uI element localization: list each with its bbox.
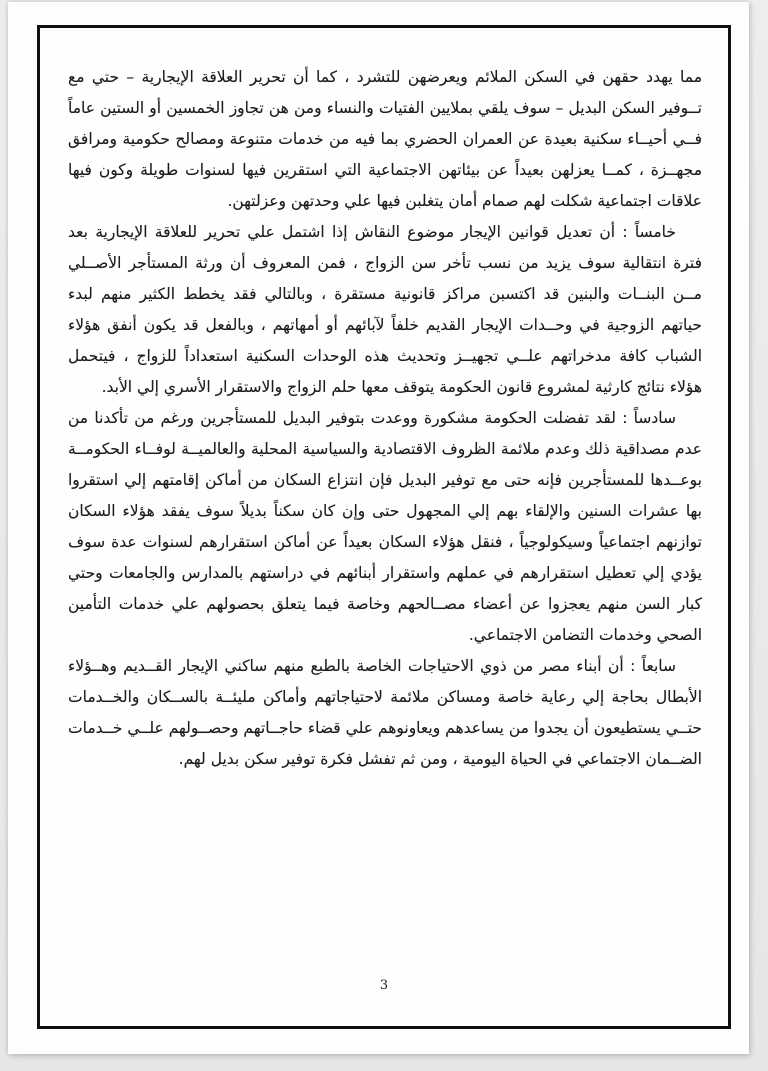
document-paragraph: خامساً : أن تعديل قوانين الإيجار موضوع النقاش إذا اشتمل علي تحرير للعلاقة الإيجارية بعد فترة انتقالية سوف يزيد من نسب تأخر سن الزواج ، فمن المعروف أن ورثة المستأجر الأصــلي مــن البنــات والبنين قد اكتسبن مراكز قانونية مستقرة ، وبالتالي فقد يخطط الكثير منهم لبدء حياتهم الزوجية في وحــدات الإيجار القديم خلفاً لآبائهم أو أمهاتهم ، وبالفعل قد يكون أنفق هؤلاء الشباب كافة مدخراتهم علــي تجهيــز وتحديث هذه الوحدات السكنية استعداداً للزواج ، فيتحمل هؤلاء نتائج كارثية لمشروع قانون الحكومة يتوقف معها حلم الزواج والاستقرار الأسري إلي الأبد. (68, 223, 702, 396)
page-number: 3 (379, 978, 389, 993)
document-paragraph: سابعاً : أن أبناء مصر من ذوي الاحتياجات الخاصة بالطبع منهم ساكني الإيجار القــديم وهــؤلاء الأبطال بحاجة إلي رعاية خاصة ومساكن ملائمة لاحتياجاتهم وأماكن مليئــة بالســكان والخــدمات حتــي يستطيعون أن يجدوا من يساعدهم ويعاونوهم علي قضاء حاجــاتهم وحصــولهم علــي خــدمات الضــمان الاجتماعي في الحياة اليومية ، ومن ثم تفشل فكرة توفير سكن بديل لهم. (68, 657, 702, 768)
document-paragraph: مما يهدد حقهن في السكن الملائم ويعرضهن للتشرد ، كما أن تحرير العلاقة الإيجارية – حتي مع تــوفير السكن البديل – سوف يلقي بملايين الفتيات والنساء ومن هن تجاوز الخمسين أو الستين عاماً فــي أحيــاء سكنية بعيدة عن العمران الحضري بما فيه من خدمات متنوعة ومصالح حكومية ومرافق مجهــزة ، كمــا يعزلهن بعيداً عن بيئاتهن الاجتماعية التي استقرين فيها لسنوات طويلة وكون فيها علاقات اجتماعية شكلت لهم صمام أمان يتغلبن فيها علي وحدتهن وعزلتهن. (68, 68, 702, 210)
document-body-text (68, 62, 702, 775)
paper-sheet (8, 2, 749, 1054)
document-paragraph: سادساً : لقد تفضلت الحكومة مشكورة ووعدت بتوفير البديل للمستأجرين ورغم من تأكدنا من عدم مصداقية ذلك وعدم ملائمة الظروف الاقتصادية والسياسية المحلية والعالميــة لوفــاء الحكومــة بوعــدها للمستأجرين فإنه حتى مع توفير البديل فإن انتزاع السكان من أماكن إقامتهم إلي استقروا بها عشرات السنين والإلقاء بهم إلي المجهول حتى وإن كان سكناً بديلاً سوف يفقد هؤلاء السكان توازنهم اجتماعياً وسيكولوجياً ، فنقل هؤلاء السكان بعيداً عن أماكن استقرارهم لسنوات عدة سوف يؤدي إلي تعطيل استقرارهم في عملهم واستقرار أبنائهم في دراستهم بالمدارس والجامعات وحتي كبار السن منهم يعجزوا عن أعضاء مصــالحهم وخاصة فيما يتعلق بحصولهم علي خدمات التأمين الصحي وخدمات التضامن الاجتماعي. (68, 409, 702, 644)
page-border-frame (37, 25, 731, 1029)
